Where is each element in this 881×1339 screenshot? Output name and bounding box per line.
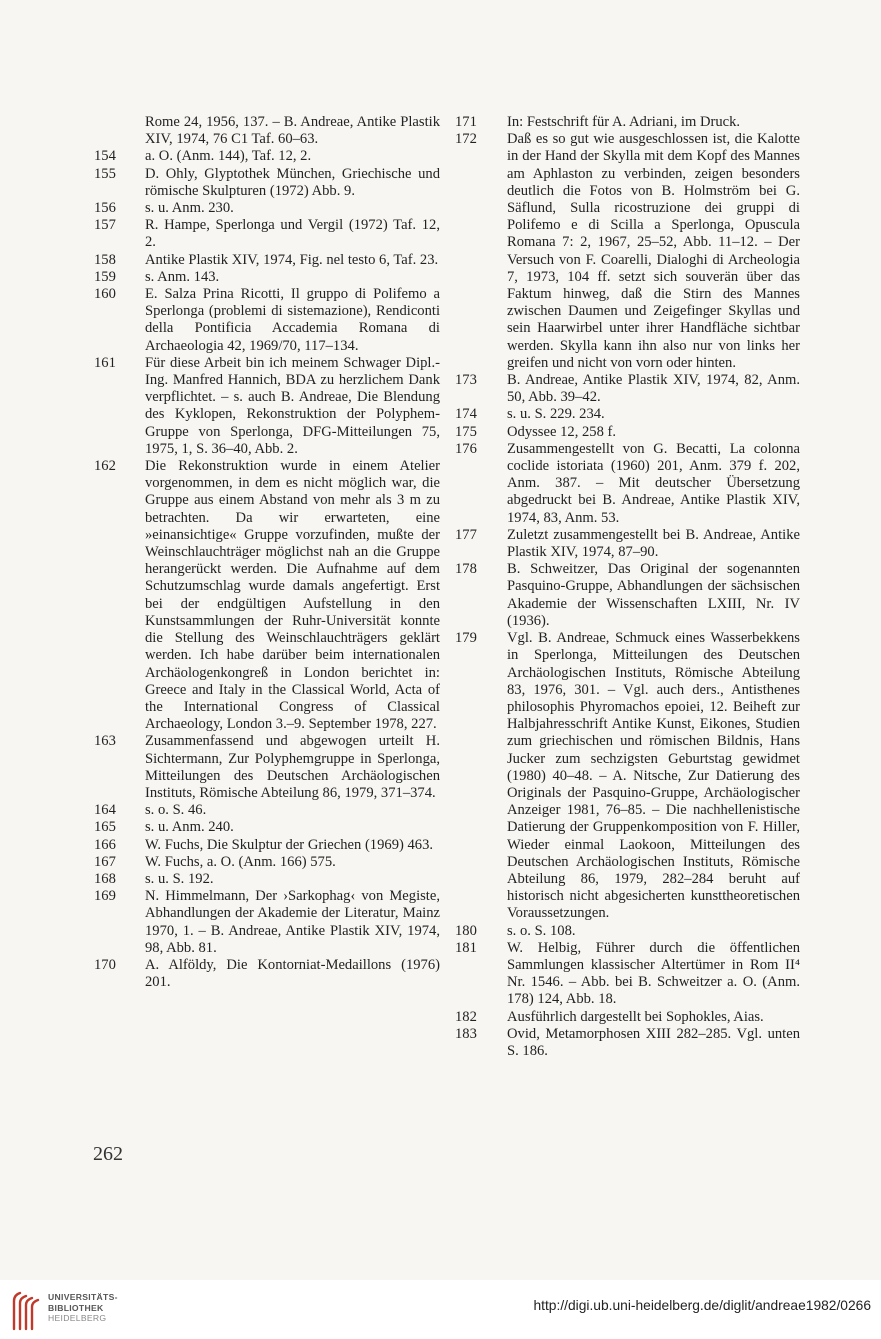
- footnote-text: E. Salza Prina Ricotti, Il gruppo di Polifemo a Sperlonga (problemi di sistemazione), Rendiconti della Pontificia Accademia Romana di Archaeologia 42, 1969/70, 117–134.: [145, 286, 440, 354]
- footnote: [94, 200, 440, 217]
- footnote: [94, 888, 440, 957]
- footnote: [94, 802, 440, 819]
- footnote: [455, 424, 800, 441]
- footnote-number: 162: [94, 458, 116, 475]
- footnote-number: 163: [94, 733, 116, 750]
- footnote: [94, 957, 440, 991]
- footnote-number: 161: [94, 354, 116, 371]
- footnote-text: a. O. (Anm. 144), Taf. 12, 2.: [145, 148, 312, 165]
- footnote-text: Ausführlich dargestellt bei Sophokles, Aias.: [507, 1008, 764, 1025]
- footnote: [94, 114, 440, 148]
- footnote-number: 155: [94, 165, 116, 182]
- footnote-number: 179: [455, 630, 477, 647]
- footnote: [94, 148, 440, 165]
- footnote: [455, 1009, 800, 1026]
- footnote-number: 175: [455, 423, 477, 440]
- footnote: [94, 733, 440, 802]
- footnote-text: Antike Plastik XIV, 1974, Fig. nel testo 6, Taf. 23.: [145, 251, 439, 268]
- logo-line-1: UNIVERSITÄTS-: [48, 1292, 118, 1302]
- footnote-text: Für diese Arbeit bin ich meinem Schwager Dipl.-Ing. Manfred Hannich, BDA zu herzlichem Dank verpflichtet. – s. auch B. Andreae, Die Blendung des Kyklopen, Rekonstruktion der Polyphem-Gruppe von Sperlonga, DFG-Mitteilungen 75, 1975, 1, S. 36–40, Abb. 2.: [145, 354, 440, 457]
- footnote-number: 164: [94, 802, 116, 819]
- footnote: [94, 854, 440, 871]
- footnote: [94, 355, 440, 458]
- footnote: [94, 871, 440, 888]
- footnote-number: 157: [94, 217, 116, 234]
- logo-line-2: BIBLIOTHEK: [48, 1302, 104, 1313]
- footnote: [455, 923, 800, 940]
- footnote: [455, 561, 800, 630]
- footnote-number: 174: [455, 406, 477, 423]
- footnote-text: Die Rekonstruktion wurde in einem Atelier vorgenommen, in dem es nicht möglich war, die Gruppe aus einem Abstand von mehr als 3 m zu betrachten. Da wir erwarteten, eine »einansichtige« Gruppe vorzufinden, mußte der Weinschlauchträger möglichst nah an die Gruppe herangerückt werden. Die Aufnahme auf dem Schutzumschlag wurde damals angefertigt. Erst bei der endgültigen Aufstellung in den Kunstsammlungen der Ruhr-Universität konnte die Stellung des Weinschlauchträgers geklärt werden. Ich habe darüber beim internationalen Archäologenkongreß in London berichtet in: Greece and Italy in the Classical World, Acta of the International Congress of Classical Archaeology, London 3.–9. September 1978, 227.: [145, 458, 440, 733]
- footnote-number: 183: [455, 1025, 477, 1042]
- footnote-text: B. Schweitzer, Das Original der sogenannten Pasquino-Gruppe, Abhandlungen der sächsischen Akademie der Wissenschaften LXIII, Nr. IV (1936).: [507, 561, 800, 629]
- footnote: [455, 630, 800, 922]
- footnote-number: 158: [94, 251, 116, 268]
- footnote-text: Odyssee 12, 258 f.: [507, 423, 617, 440]
- footnote-text: Rome 24, 1956, 137. – B. Andreae, Antike Plastik XIV, 1974, 76 C1 Taf. 60–63.: [145, 114, 440, 148]
- footnote-text: In: Festschrift für A. Adriani, im Druck.: [507, 114, 741, 130]
- footnote: [455, 527, 800, 561]
- logo-line-3: HEIDELBERG: [48, 1313, 107, 1323]
- footnote-number: 165: [94, 819, 116, 836]
- footnote: [94, 286, 440, 355]
- footnote-number: 171: [455, 114, 477, 130]
- footnote: [94, 217, 440, 251]
- footnote-text: D. Ohly, Glyptothek München, Griechische und römische Skulpturen (1972) Abb. 9.: [145, 165, 440, 199]
- footnote: [455, 441, 800, 527]
- footnote-text: W. Fuchs, Die Skulptur der Griechen (1969) 463.: [145, 836, 434, 853]
- footnote-number: 176: [455, 440, 477, 457]
- library-logo-icon[interactable]: [10, 1289, 42, 1333]
- footnote: [455, 372, 800, 406]
- footnote: [94, 252, 440, 269]
- footnote-text: Zuletzt zusammengestellt bei B. Andreae, Antike Plastik XIV, 1974, 87–90.: [507, 526, 800, 561]
- library-logo-text[interactable]: [48, 1292, 118, 1324]
- footnote-text: s. u. Anm. 240.: [145, 819, 234, 836]
- footnote-number: 173: [455, 372, 477, 389]
- footnote: [94, 269, 440, 286]
- footnote-text: s. o. S. 108.: [507, 922, 576, 939]
- footnote-number: 182: [455, 1008, 477, 1025]
- footnote-number: 154: [94, 148, 116, 165]
- footnote: [455, 940, 800, 1009]
- footnote-number: 170: [94, 956, 116, 973]
- footnote-number: 180: [455, 922, 477, 939]
- footnote-text: s. o. S. 46.: [145, 802, 207, 819]
- footnote-text: s. Anm. 143.: [145, 268, 220, 285]
- footnote-number: 178: [455, 561, 477, 578]
- footnote-number: 181: [455, 939, 477, 956]
- footnote-text: A. Alföldy, Die Kontorniat-Medaillons (1976) 201.: [145, 956, 440, 991]
- footnote-number: 166: [94, 836, 116, 853]
- footnote-text: R. Hampe, Sperlonga und Vergil (1972) Taf. 12, 2.: [145, 217, 440, 251]
- footnote: [455, 131, 800, 372]
- footnote-text: Zusammenfassend und abgewogen urteilt H. Sichtermann, Zur Polyphemgruppe in Sperlonga, Mitteilungen des Deutschen Archäologischen Instituts, Römische Abteilung 86, 1979, 371–374.: [145, 733, 440, 801]
- footnote-text: B. Andreae, Antike Plastik XIV, 1974, 82, Anm. 50, Abb. 39–42.: [507, 372, 800, 406]
- footnote-number: 156: [94, 200, 116, 217]
- page-number: 262: [93, 1143, 123, 1165]
- footnote-number: 160: [94, 286, 116, 303]
- footnote-number: 169: [94, 888, 116, 905]
- footnote-text: Ovid, Metamorphosen XIII 282–285. Vgl. unten S. 186.: [507, 1025, 800, 1059]
- footnote-number: 172: [455, 131, 477, 148]
- footnote-number: 168: [94, 870, 116, 887]
- footnote-number: 167: [94, 853, 116, 870]
- footnote-text: W. Helbig, Führer durch die öffentlichen Sammlungen klassischer Altertümer in Rom II⁴ Nr. 1546. – Abb. bei B. Schweitzer a. O. (Anm. 178) 124, Abb. 18.: [507, 939, 800, 1008]
- footnote-number: 159: [94, 268, 116, 285]
- permalink-url[interactable]: http://digi.ub.uni-heidelberg.de/diglit/andreae1982/0266: [533, 1298, 871, 1313]
- footnote-text: W. Fuchs, a. O. (Anm. 166) 575.: [145, 853, 336, 870]
- footnote-text: Zusammengestellt von G. Becatti, La colonna coclide istoriata (1960) 201, Anm. 379 f. 202, Anm. 387. – Mit deutscher Übersetzung abgedruckt bei B. Andreae, Antike Plastik XIV, 1974, 83, Anm. 53.: [507, 440, 800, 526]
- footnote-text: Daß es so gut wie ausgeschlossen ist, die Kalotte in der Hand der Skylla mit dem Kopf des Mannes am Aphlaston zu verbinden, zeigen besonders deutlich die Fotos von B. Holmström bei G. Säflund, Sulla ricostruzione dei gruppi di Polifemo e di Scilla a Sperlonga, Opuscula Romana 7: 2, 1967, 25–52, Abb. 11–12. – Der Versuch von F. Coarelli, Dialoghi di Archeologia 7, 1973, 104 ff. setzt sich souverän über das Faktum hinweg, daß die Stirn des Mannes zwischen Daumen und Zeigefinger Skyllas und sein Haarwirbel unter ihrer Handfläche sichtbar werden. Skylla kann ihn also nur von links her greifen und nicht von vorn oder hinten.: [507, 131, 800, 371]
- footnote-text: Vgl. B. Andreae, Schmuck eines Wasserbekkens in Sperlonga, Mitteilungen des Deutschen Archäologischen Instituts, Römische Abteilung 83, 1976, 301. – Vgl. auch ders., Antisthenes philosophis Phyromachos epoiei, 12. Beiheft zur Halbjahresschrift Antike Kunst, Eikones, Studien zum griechischen und römischen Bildnis, Hans Jucker zum sechzigsten Geburtstag gewidmet (1980) 40–48. – A. Nitsche, Zur Datierung des Originals der Pasquino-Gruppe, Archäologischer Anzeiger 1981, 76–85. – Die nachhellenistische Datierung der Gruppenkomposition von F. Hiller, Wieder einmal Laokoon, Mitteilungen des Deutschen Archäologischen Instituts, Römische Abteilung 86, 1979, 282–284 beruht auf historisch nicht abgesicherten kunsttheoretischen Voraussetzungen.: [507, 630, 800, 922]
- footnotes-left-column: [94, 114, 440, 991]
- footnote: [455, 114, 800, 131]
- footnote-text: s. u. Anm. 230.: [145, 200, 234, 217]
- footnote: [455, 406, 800, 423]
- footnote: [455, 1026, 800, 1060]
- footnote: [94, 166, 440, 200]
- footnotes-right-column: [455, 114, 800, 1060]
- footnote-text: s. u. S. 192.: [145, 870, 214, 887]
- footnote-text: N. Himmelmann, Der ›Sarkophag‹ von Megiste, Abhandlungen der Akademie der Literatur, Mainz 1970, 1. – B. Andreae, Antike Plastik XIV, 1974, 98, Abb. 81.: [145, 888, 440, 956]
- footnote: [94, 819, 440, 836]
- footnote: [94, 837, 440, 854]
- footnote-text: s. u. S. 229. 234.: [507, 406, 605, 423]
- footnote-number: 177: [455, 526, 477, 543]
- footnote: [94, 458, 440, 733]
